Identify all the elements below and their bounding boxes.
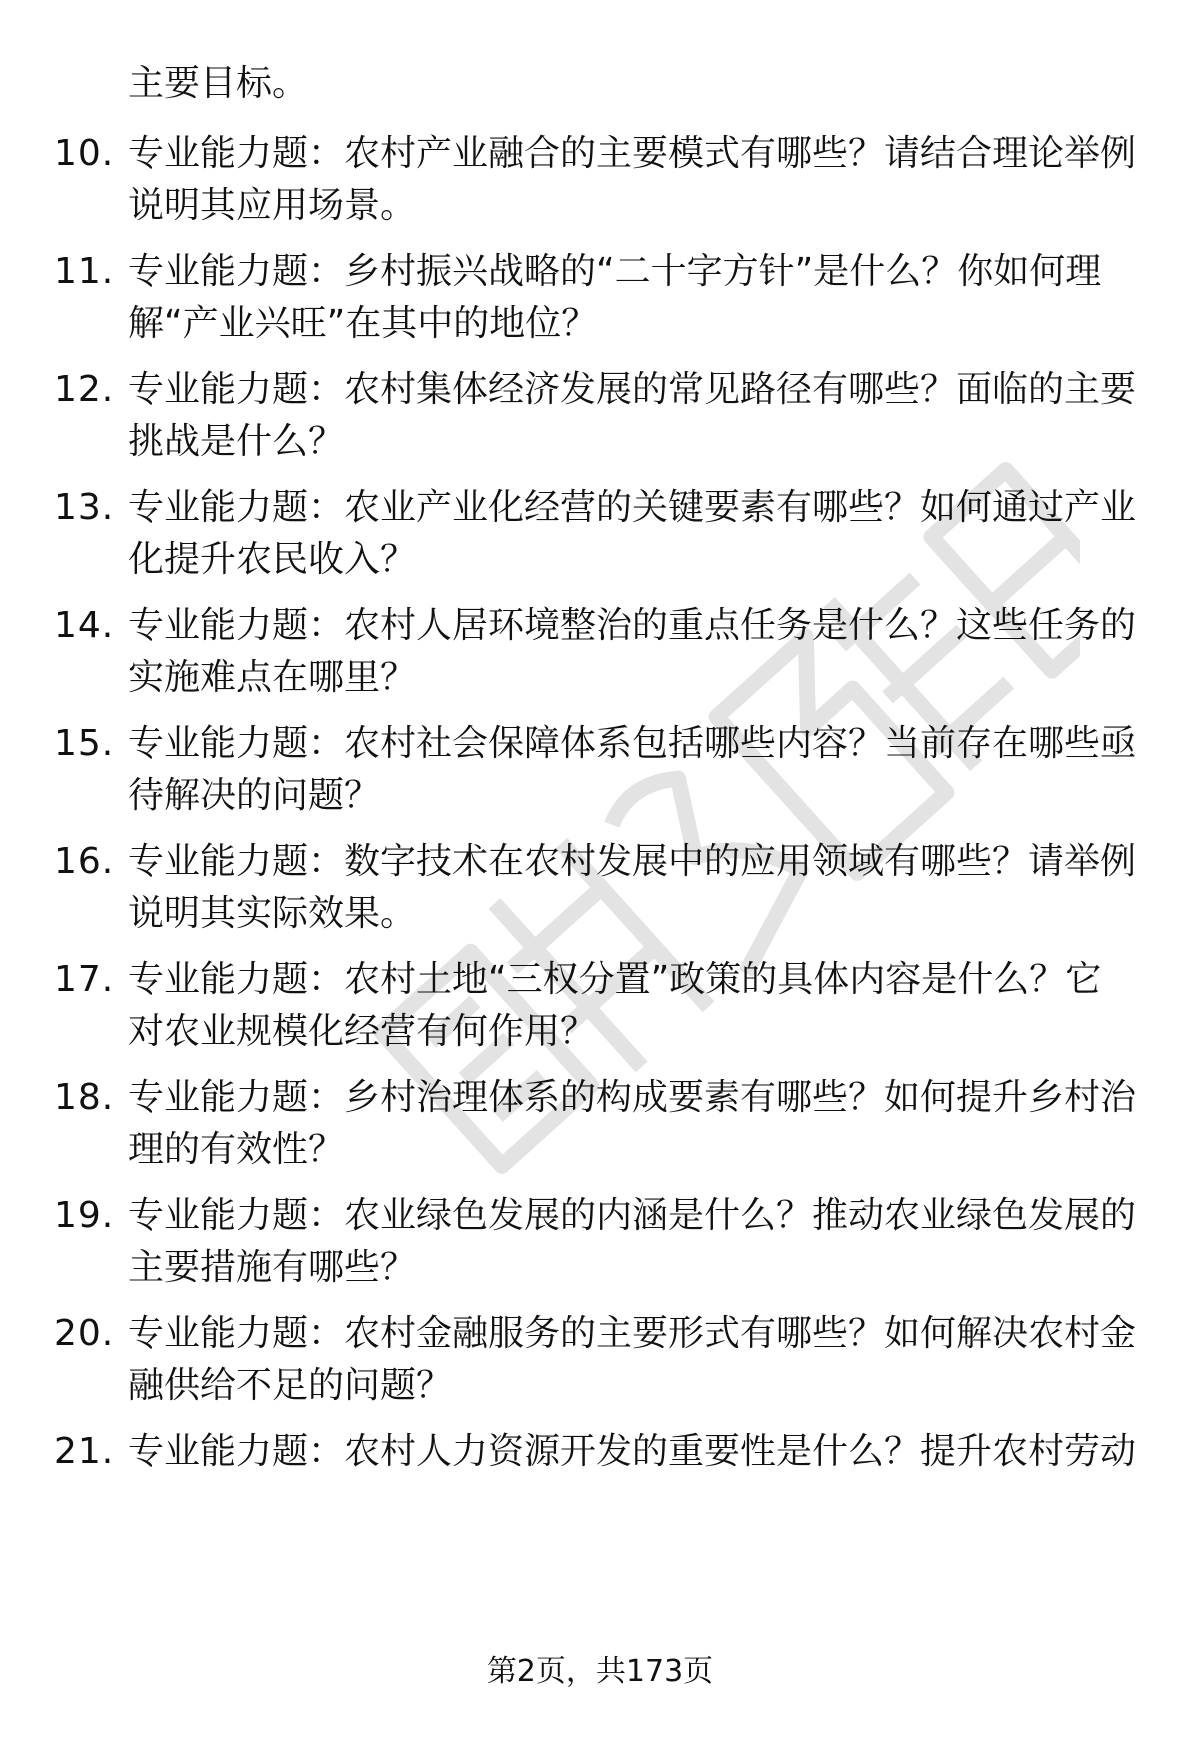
item-line: 专业能力题：农村土地“三权分置”政策的具体内容是什么？它 — [128, 959, 1102, 1000]
item-line: 专业能力题：农村金融服务的主要形式有哪些？如何解决农村金 — [128, 1313, 1137, 1354]
item-text — [128, 128, 1138, 232]
item-number: 20. — [54, 1313, 115, 1354]
item-line: 专业能力题：农村人居环境整治的重点任务是什么？这些任务的 — [128, 605, 1137, 646]
item-line: 专业能力题：数字技术在农村发展中的应用领域有哪些？请举例 — [128, 841, 1137, 882]
item-number: 16. — [54, 841, 115, 882]
item-line: 专业能力题：农村人力资源开发的重要性是什么？提升农村劳动 — [128, 1431, 1137, 1472]
item-text — [128, 718, 1138, 822]
item-text — [128, 364, 1138, 468]
item-text — [128, 836, 1138, 940]
item-number: 10. — [54, 133, 115, 174]
item-line: 解“产业兴旺”在其中的地位？ — [128, 303, 598, 344]
item-line: 主要措施有哪些？ — [128, 1247, 417, 1288]
item-line: 专业能力题：农村社会保障体系包括哪些内容？当前存在哪些亟 — [128, 723, 1137, 764]
item-number: 12. — [54, 369, 115, 410]
item-text — [128, 1308, 1138, 1412]
continuation-text: 主要目标。 — [128, 63, 309, 104]
item-number: 18. — [54, 1077, 115, 1118]
item-line: 专业能力题：农业绿色发展的内涵是什么？推动农业绿色发展的 — [128, 1195, 1137, 1236]
item-text — [128, 1190, 1138, 1294]
item-line: 融供给不足的问题？ — [128, 1365, 453, 1406]
item-line: 说明其实际效果。 — [128, 893, 417, 934]
item-line: 理的有效性？ — [128, 1129, 345, 1170]
item-number: 15. — [54, 723, 115, 764]
item-line: 专业能力题：乡村振兴战略的“二十字方针”是什么？你如何理 — [128, 251, 1102, 292]
item-number: 17. — [54, 959, 115, 1000]
item-text — [128, 600, 1138, 704]
item-line: 专业能力题：农村集体经济发展的常见路径有哪些？面临的主要 — [128, 369, 1137, 410]
item-number: 13. — [54, 487, 115, 528]
item-line: 化提升农民收入？ — [128, 539, 417, 580]
item-number: 21. — [54, 1431, 115, 1472]
item-text — [128, 1426, 1138, 1478]
item-text — [128, 954, 1138, 1058]
item-line: 专业能力题：农业产业化经营的关键要素有哪些？如何通过产业 — [128, 487, 1137, 528]
item-text — [128, 1072, 1138, 1176]
item-line: 专业能力题：乡村治理体系的构成要素有哪些？如何提升乡村治 — [128, 1077, 1137, 1118]
page-number-footer: 第2页，共173页 — [486, 1654, 714, 1689]
item-line: 说明其应用场景。 — [128, 185, 417, 226]
item-line: 挑战是什么？ — [128, 421, 345, 462]
item-text — [128, 482, 1138, 586]
item-number: 19. — [54, 1195, 115, 1236]
item-text — [128, 246, 1138, 350]
item-line: 专业能力题：农村产业融合的主要模式有哪些？请结合理论举例 — [128, 133, 1137, 174]
item-line: 待解决的问题？ — [128, 775, 381, 816]
item-number: 11. — [54, 251, 115, 292]
item-line: 对农业规模化经营有何作用？ — [128, 1011, 597, 1052]
item-line: 实施难点在哪里？ — [128, 657, 417, 698]
item-number: 14. — [54, 605, 115, 646]
